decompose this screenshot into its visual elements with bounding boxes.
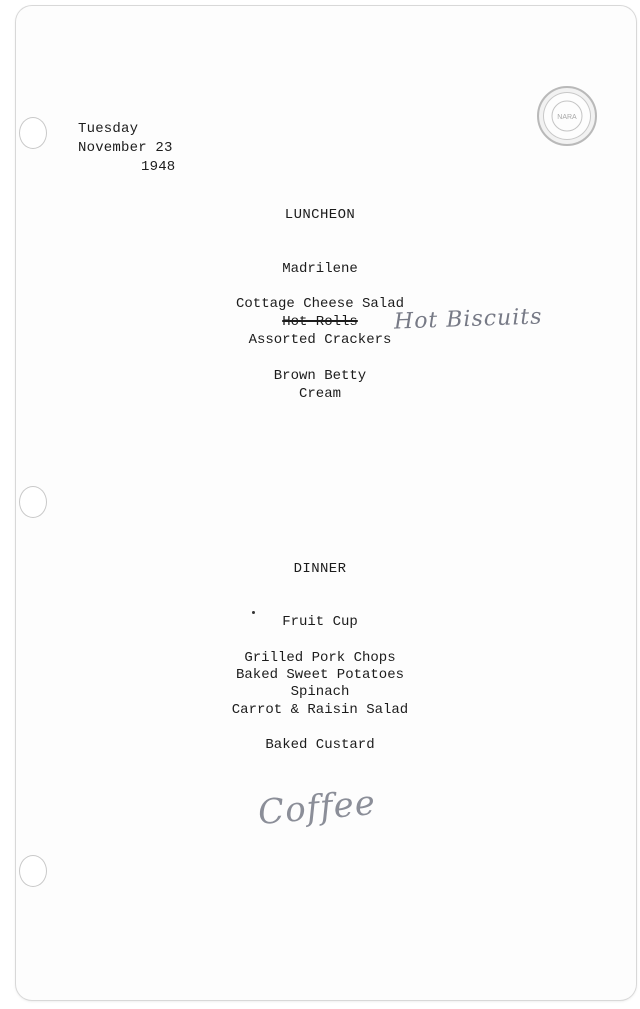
svg-text:NARA: NARA bbox=[557, 114, 577, 121]
luncheon-title: LUNCHEON bbox=[284, 207, 356, 223]
luncheon-item: Madrilene bbox=[282, 261, 358, 277]
date-month-day: November 23 bbox=[78, 140, 173, 156]
luncheon-item: Brown Betty bbox=[273, 368, 367, 384]
stamp-seal-icon bbox=[539, 88, 595, 144]
luncheon-item: Cottage Cheese Salad bbox=[235, 296, 405, 312]
handwritten-replacement: Hot Biscuits bbox=[393, 304, 543, 335]
dinner-title: DINNER bbox=[293, 561, 347, 577]
luncheon-item: Cream bbox=[298, 386, 341, 402]
handwritten-addition: Coffee bbox=[256, 782, 378, 834]
date-day: Tuesday bbox=[78, 121, 139, 137]
dinner-item: Baked Custard bbox=[265, 737, 375, 753]
dinner-item: Baked Sweet Potatoes bbox=[235, 667, 405, 683]
dinner-item: Fruit Cup bbox=[282, 614, 358, 630]
dinner-item: Spinach bbox=[290, 684, 350, 700]
luncheon-item-struck: Hot Rolls bbox=[282, 314, 358, 330]
punch-hole bbox=[19, 486, 47, 518]
dinner-item: Grilled Pork Chops bbox=[244, 650, 396, 666]
date-year: 1948 bbox=[141, 159, 176, 175]
ink-speck bbox=[252, 611, 255, 614]
library-stamp bbox=[537, 86, 597, 146]
luncheon-item: Assorted Crackers bbox=[248, 332, 392, 348]
dinner-item: Carrot & Raisin Salad bbox=[231, 702, 409, 718]
punch-hole bbox=[19, 855, 47, 887]
punch-hole bbox=[19, 117, 47, 149]
